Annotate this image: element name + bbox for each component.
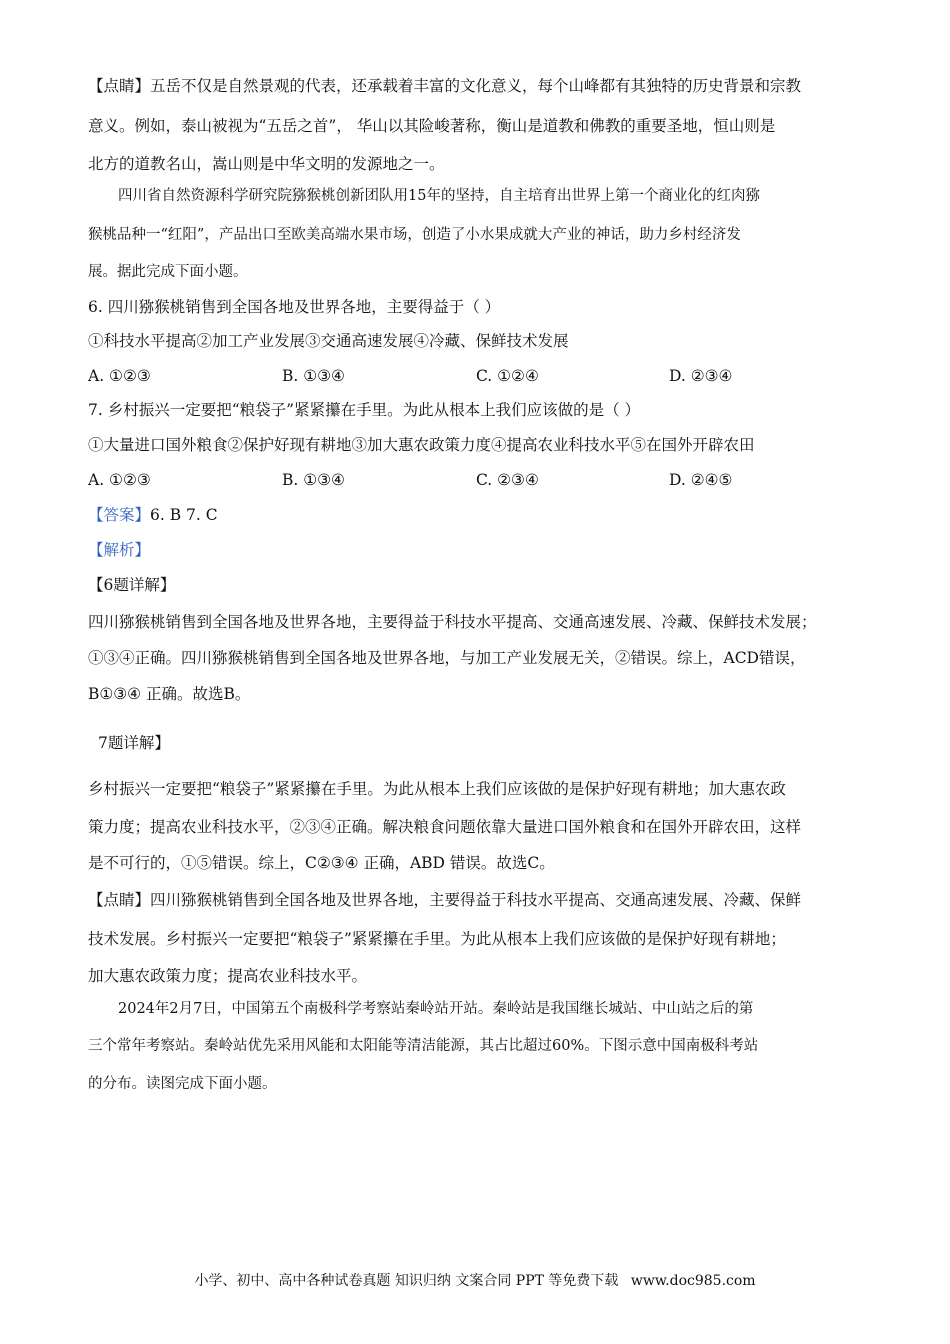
- kiwi-passage-line-1: 四川省自然资源科学研究院猕猴桃创新团队用15年的坚持，自主培育出世界上第一个商业化的红肉猕: [118, 188, 760, 204]
- commentary2-line-2: 技术发展。乡村振兴一定要把“粮袋子”紧紧攥在手里。为此从根本上我们应该做的是保护好现有耕地；: [88, 930, 786, 948]
- detail7-line-3: 是不可行的，①⑤错误。综上，C②③④ 正确，ABD 错误。故选C。: [88, 854, 555, 872]
- q6-option-c: C. ①②④: [476, 367, 539, 385]
- answer-text: 6. B 7. C: [150, 506, 218, 524]
- detail6-line-2: ①③④正确。四川猕猴桃销售到全国各地及世界各地，与加工产业发展无关，②错误。综上，ACD错误，: [88, 649, 806, 667]
- commentary-line-3: 北方的道教名山，嵩山则是中华文明的发源地之一。: [88, 155, 445, 173]
- answer-tag: 【答案】: [88, 506, 151, 524]
- detail6-line-1: 四川猕猴桃销售到全国各地及世界各地，主要得益于科技水平提高、交通高速发展、冷藏、保鲜技术发展；: [88, 613, 817, 631]
- footer-link[interactable]: www.doc985.com: [630, 1273, 756, 1289]
- q7-option-b: B. ①③④: [282, 471, 345, 489]
- page-footer: [0, 1270, 950, 1290]
- q6-option-b: B. ①③④: [282, 367, 345, 385]
- commentary-line-1: 五岳不仅是自然景观的代表，还承载着丰富的文化意义，每个山峰都有其独特的历史背景和宗教: [150, 77, 802, 95]
- q6-items: ①科技水平提高②加工产业发展③交通高速发展④冷藏、保鲜技术发展: [88, 332, 569, 350]
- q7-option-c: C. ②③④: [476, 471, 539, 489]
- q7-option-a: A. ①②③: [88, 471, 151, 489]
- q7-items: ①大量进口国外粮食②保护好现有耕地③加大惠农政策力度④提高农业科技水平⑤在国外开辟农田: [88, 436, 755, 454]
- kiwi-passage-line-3: 展。据此完成下面小题。: [88, 264, 248, 280]
- commentary-paragraph: [88, 76, 801, 96]
- commentary-tag: 【点睛】: [88, 77, 151, 95]
- analysis-tag: 【解析】: [88, 541, 151, 559]
- detail6-line-3: B①③④ 正确。故选B。: [88, 685, 251, 703]
- detail7-heading: 7题详解】: [98, 734, 170, 752]
- q7-option-d: D. ②④⑤: [669, 471, 733, 489]
- commentary-line-2: 意义。例如，泰山被视为“五岳之首”， 华山以其险峻著称，衡山是道教和佛教的重要圣地，恒山则是: [88, 117, 776, 135]
- detail7-line-1: 乡村振兴一定要把“粮袋子”紧紧攥在手里。为此从根本上我们应该做的是保护好现有耕地；加大惠农政: [88, 780, 786, 798]
- detail6-heading: 【6题详解】: [88, 576, 176, 594]
- antarctic-passage-line-2: 三个常年考察站。秦岭站优先采用风能和太阳能等清洁能源，其占比超过60%。下图示意中国南极科考站: [88, 1038, 759, 1054]
- commentary2-line-1: 四川猕猴桃销售到全国各地及世界各地，主要得益于科技水平提高、交通高速发展、冷藏、保鲜: [150, 891, 802, 909]
- commentary2-tag: 【点睛】: [88, 891, 151, 909]
- answer-line: [88, 505, 218, 525]
- antarctic-passage-line-1: 2024年2月7日，中国第五个南极科学考察站秦岭站开站。秦岭站是我国继长城站、中山站之后的第: [118, 1001, 754, 1017]
- antarctic-passage-line-3: 的分布。读图完成下面小题。: [88, 1076, 277, 1092]
- q7-stem: 7. 乡村振兴一定要把“粮袋子”紧紧攥在手里。为此从根本上我们应该做的是（ ）: [88, 401, 640, 419]
- commentary2-line-3: 加大惠农政策力度；提高农业科技水平。: [88, 967, 368, 985]
- q6-option-a: A. ①②③: [88, 367, 151, 385]
- kiwi-passage-line-2: 猴桃品种一“红阳”，产品出口至欧美高端水果市场，创造了小水果成就大产业的神话，助力乡村经济发: [88, 227, 741, 243]
- footer-text: 小学、初中、高中各种试卷真题 知识归纳 文案合同 PPT 等免费下载: [194, 1273, 619, 1289]
- q6-option-d: D. ②③④: [669, 367, 733, 385]
- commentary2-paragraph: [88, 890, 801, 910]
- q6-stem: 6. 四川猕猴桃销售到全国各地及世界各地，主要得益于（ ）: [88, 298, 501, 316]
- detail7-line-2: 策力度；提高农业科技水平，②③④正确。解决粮食问题依靠大量进口国外粮食和在国外开辟农田，这样: [88, 818, 802, 836]
